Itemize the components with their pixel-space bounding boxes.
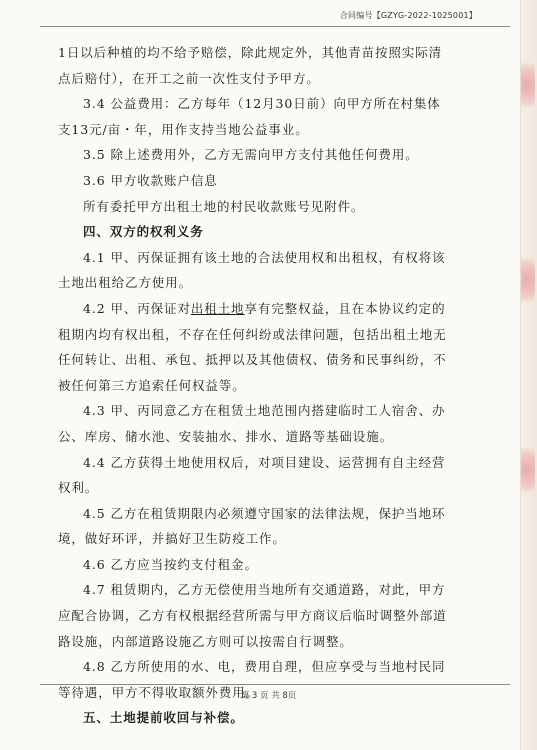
page-number: 第 3 页 共 8页	[240, 691, 297, 701]
contract-number: 合同编号【GZYG-2022-1025001】	[339, 11, 477, 20]
paragraph: 3.5 除上述费用外，乙方无需向甲方支付其他任何费用。	[83, 147, 419, 163]
underlined-term: 出租土地	[190, 300, 245, 316]
seal-fragment	[521, 440, 535, 500]
footer-rule	[40, 684, 510, 685]
page-edge-stamp-strip	[520, 0, 537, 750]
paragraph: 4.1 甲、丙保证拥有该土地的合法使用权和出租权，有权将该土地出租给乙方使用。	[58, 249, 446, 291]
section-heading: 五、土地提前收回与补偿。	[83, 710, 244, 726]
paragraph: 4.6 乙方应当按约支付租金。	[83, 556, 258, 572]
seal-fragment	[521, 250, 535, 310]
paragraph: 3.4 公益费用：乙方每年（12月30日前）向甲方所在村集体支13元/亩・年，用作支持当地公益事业。	[58, 96, 441, 137]
paragraph: 4.7 租赁期内，乙方无偿使用当地所有交通道路，对此，甲方应配合协调，乙方有权根据经营所需与甲方商议后临时调整外部道路设施，内部道路设施乙方则可以按需自行调整。	[58, 582, 447, 649]
paragraph	[58, 296, 454, 398]
paragraph: 4.4 乙方获得土地使用权后，对项目建设、运营拥有自主经营权利。	[58, 454, 446, 496]
text: 4.2 甲、丙保证对	[83, 300, 191, 316]
section-heading: 四、双方的权利义务	[83, 224, 204, 240]
contract-body	[58, 40, 454, 731]
paragraph: 4.5 乙方在租赁期限内必须遵守国家的法律法规，保护当地环境，做好环评，并搞好卫生防疫工作。	[58, 505, 446, 547]
text: 享有完整权益，且在本协议约定的租期内均有权出租，不存在任何纠纷或法律问题，包括出租土地无任何转让、出租、承包、抵押以及其他债权、债务和民事纠纷，不被任何第三方追索任何权益等。	[58, 300, 447, 393]
seal-fragment	[521, 55, 535, 115]
paragraph: 所有委托甲方出租土地的村民收款账号见附件。	[83, 198, 365, 214]
header-rule	[40, 26, 510, 27]
paragraph: 1日以后种植的均不给予赔偿，除此规定外，其他青苗按照实际清点后赔付），在开工之前一次性支付予甲方。	[58, 45, 443, 86]
paragraph: 4.3 甲、丙同意乙方在租赁土地范围内搭建临时工人宿舍、办公、库房、储水池、安装抽水、排水、道路等基础设施。	[58, 403, 446, 444]
paragraph: 4.8 乙方所使用的水、电，费用自理，但应享受与当地村民同等待遇，甲方不得收取额外费用。	[58, 659, 446, 700]
paragraph: 3.6 甲方收款账户信息	[83, 172, 218, 188]
